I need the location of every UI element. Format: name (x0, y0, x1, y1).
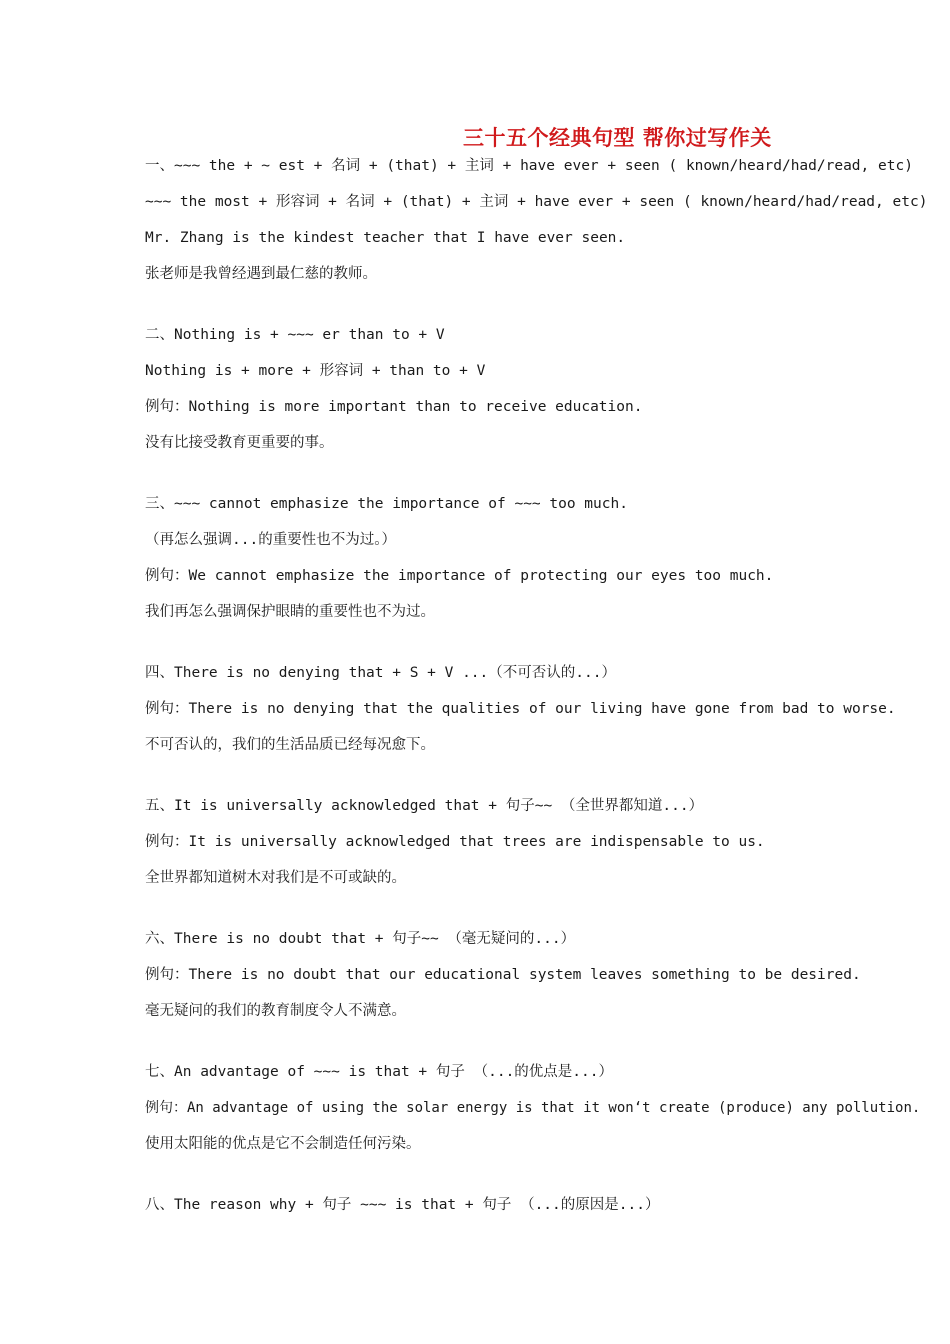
pattern-heading: 一、~~~ the + ~ est + 名词 + (that) + 主词 + have ever + seen ( known/heard/had/read, etc) (145, 158, 913, 174)
pattern-variant: Nothing is + more + 形容词 + than to + V (145, 363, 486, 379)
pattern-section-6 (145, 921, 945, 1029)
example-sentence: 例句：There is no doubt that our educational system leaves something to be desired. (145, 967, 861, 983)
example-sentence: 例句：Nothing is more important than to receive education. (145, 399, 643, 415)
document-body (145, 148, 945, 1223)
example-translation: 全世界都知道树木对我们是不可或缺的。 (145, 870, 406, 886)
pattern-section-2 (145, 317, 945, 461)
pattern-heading: 七、An advantage of ~~~ is that + 句子 （...的优点是...） (145, 1064, 613, 1080)
example-translation: 使用太阳能的优点是它不会制造任何污染。 (145, 1136, 421, 1152)
example-sentence: 例句：There is no denying that the qualities of our living have gone from bad to worse. (145, 701, 896, 717)
pattern-section-4 (145, 655, 945, 763)
example-sentence: 例句：We cannot emphasize the importance of protecting our eyes too much. (145, 568, 774, 584)
pattern-section-1 (145, 148, 945, 292)
example-translation: 我们再怎么强调保护眼睛的重要性也不为过。 (145, 604, 435, 620)
example-translation: 没有比接受教育更重要的事。 (145, 435, 334, 451)
pattern-section-8 (145, 1187, 945, 1223)
pattern-meaning: （再怎么强调...的重要性也不为过。） (145, 532, 396, 548)
document-title: 三十五个经典句型 帮你过写作关 (463, 126, 772, 150)
example-translation: 张老师是我曾经遇到最仁慈的教师。 (145, 266, 377, 282)
example-sentence: 例句：An advantage of using the solar energy is that it won‘t create (produce) any pollution. (145, 1100, 921, 1116)
pattern-heading: 五、It is universally acknowledged that + 句子~~ （全世界都知道...） (145, 798, 704, 814)
pattern-heading: 三、~~~ cannot emphasize the importance of ~~~ too much. (145, 496, 628, 512)
pattern-heading: 六、There is no doubt that + 句子~~ （毫无疑问的...） (145, 931, 576, 947)
example-translation: 不可否认的，我们的生活品质已经每况愈下。 (145, 737, 435, 753)
example-sentence: 例句：It is universally acknowledged that trees are indispensable to us. (145, 834, 765, 850)
pattern-heading: 二、Nothing is + ~~~ er than to + V (145, 327, 445, 343)
pattern-variant: ~~~ the most + 形容词 + 名词 + (that) + 主词 + have ever + seen ( known/heard/had/read, etc) (145, 194, 928, 210)
example-translation: 毫无疑问的我们的教育制度令人不满意。 (145, 1003, 406, 1019)
pattern-section-7 (145, 1054, 945, 1162)
example-sentence: Mr. Zhang is the kindest teacher that I have ever seen. (145, 230, 626, 246)
pattern-section-3 (145, 486, 945, 630)
pattern-section-5 (145, 788, 945, 896)
pattern-heading: 八、The reason why + 句子 ~~~ is that + 句子 （...的原因是...） (145, 1197, 660, 1213)
pattern-heading: 四、There is no denying that + S + V ...（不可否认的...） (145, 665, 616, 681)
